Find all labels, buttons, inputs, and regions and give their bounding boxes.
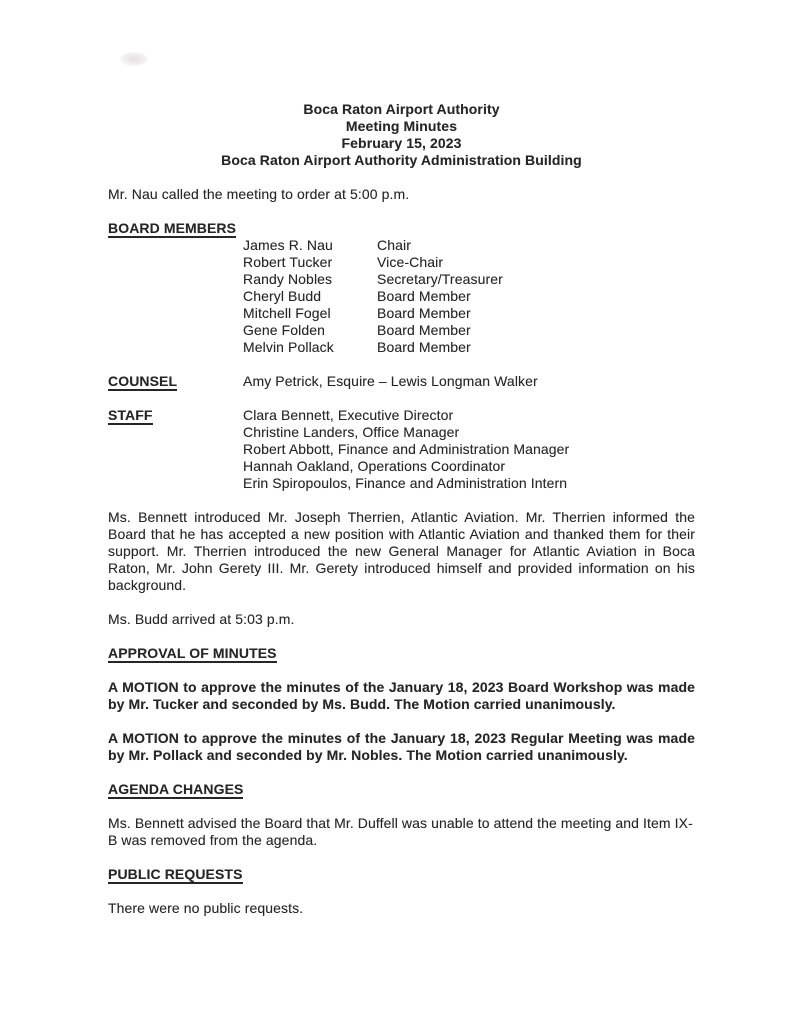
introductions-paragraph: Ms. Bennett introduced Mr. Joseph Therrien, Atlantic Aviation. Mr. Therrien informed the Board that he has accepted a new position with Atlantic Aviation and thanked them for their support. Mr. Therrien introduced the new General Manager for Atlantic Aviation in Boca Raton, Mr. John Gerety III. Mr. Gerety introduced himself and provided information on his background. xyxy=(108,509,695,593)
member-role: Board Member xyxy=(377,322,471,338)
list-item: Erin Spiropoulos, Finance and Administration Intern xyxy=(243,475,568,491)
public-requests-paragraph: There were no public requests. xyxy=(108,900,304,916)
board-members-heading: BOARD MEMBERS xyxy=(108,220,237,236)
table-row xyxy=(243,271,695,288)
scan-artifact xyxy=(120,52,148,66)
meeting-location: Boca Raton Airport Authority Administration Building xyxy=(221,152,582,168)
org-name: Boca Raton Airport Authority xyxy=(303,101,500,117)
staff-list xyxy=(243,407,569,492)
member-name: Randy Nobles xyxy=(243,271,333,287)
table-row xyxy=(243,305,695,322)
motion-regular-paragraph: A MOTION to approve the minutes of the January 18, 2023 Regular Meeting was made by Mr. Pollack and seconded by Mr. Nobles. The Motion carried unanimously. xyxy=(108,730,695,763)
approval-of-minutes-heading: APPROVAL OF MINUTES xyxy=(108,645,277,661)
list-item: Hannah Oakland, Operations Coordinator xyxy=(243,458,506,474)
budd-arrival-paragraph: Ms. Budd arrived at 5:03 p.m. xyxy=(108,611,295,627)
staff-section xyxy=(108,407,695,492)
member-role: Board Member xyxy=(377,339,471,355)
member-role: Board Member xyxy=(377,288,471,304)
list-item: Clara Bennett, Executive Director xyxy=(243,407,454,423)
member-role: Secretary/Treasurer xyxy=(377,271,503,287)
counsel-heading: COUNSEL xyxy=(108,373,178,389)
agenda-changes-heading: AGENDA CHANGES xyxy=(108,781,244,797)
table-row xyxy=(243,322,695,339)
meeting-date: February 15, 2023 xyxy=(341,135,462,151)
staff-heading: STAFF xyxy=(108,407,153,423)
table-row xyxy=(243,254,695,271)
list-item: Christine Landers, Office Manager xyxy=(243,424,460,440)
member-name: Robert Tucker xyxy=(243,254,333,270)
member-name: Mitchell Fogel xyxy=(243,305,331,321)
member-name: Melvin Pollack xyxy=(243,339,334,355)
agenda-changes-paragraph: Ms. Bennett advised the Board that Mr. Duffell was unable to attend the meeting and Item IX-B was removed from the agenda. xyxy=(108,815,693,848)
counsel-section xyxy=(108,373,695,390)
table-row xyxy=(243,339,695,356)
board-members-section xyxy=(108,220,695,356)
member-role: Vice-Chair xyxy=(377,254,444,270)
document-type: Meeting Minutes xyxy=(345,118,458,134)
public-requests-heading: PUBLIC REQUESTS xyxy=(108,866,243,882)
list-item: Robert Abbott, Finance and Administration Manager xyxy=(243,441,570,457)
member-name: Cheryl Budd xyxy=(243,288,322,304)
call-to-order-paragraph: Mr. Nau called the meeting to order at 5:00 p.m. xyxy=(108,186,410,202)
document-header xyxy=(108,101,695,169)
member-role: Board Member xyxy=(377,305,471,321)
member-role: Chair xyxy=(377,237,411,253)
motion-workshop-paragraph: A MOTION to approve the minutes of the January 18, 2023 Board Workshop was made by Mr. Tucker and seconded by Ms. Budd. The Motion carried unanimously. xyxy=(108,679,695,712)
counsel-entry: Amy Petrick, Esquire – Lewis Longman Walker xyxy=(243,373,538,389)
board-members-table xyxy=(243,237,695,356)
table-row xyxy=(243,288,695,305)
table-row xyxy=(243,237,695,254)
member-name: James R. Nau xyxy=(243,237,333,253)
member-name: Gene Folden xyxy=(243,322,326,338)
